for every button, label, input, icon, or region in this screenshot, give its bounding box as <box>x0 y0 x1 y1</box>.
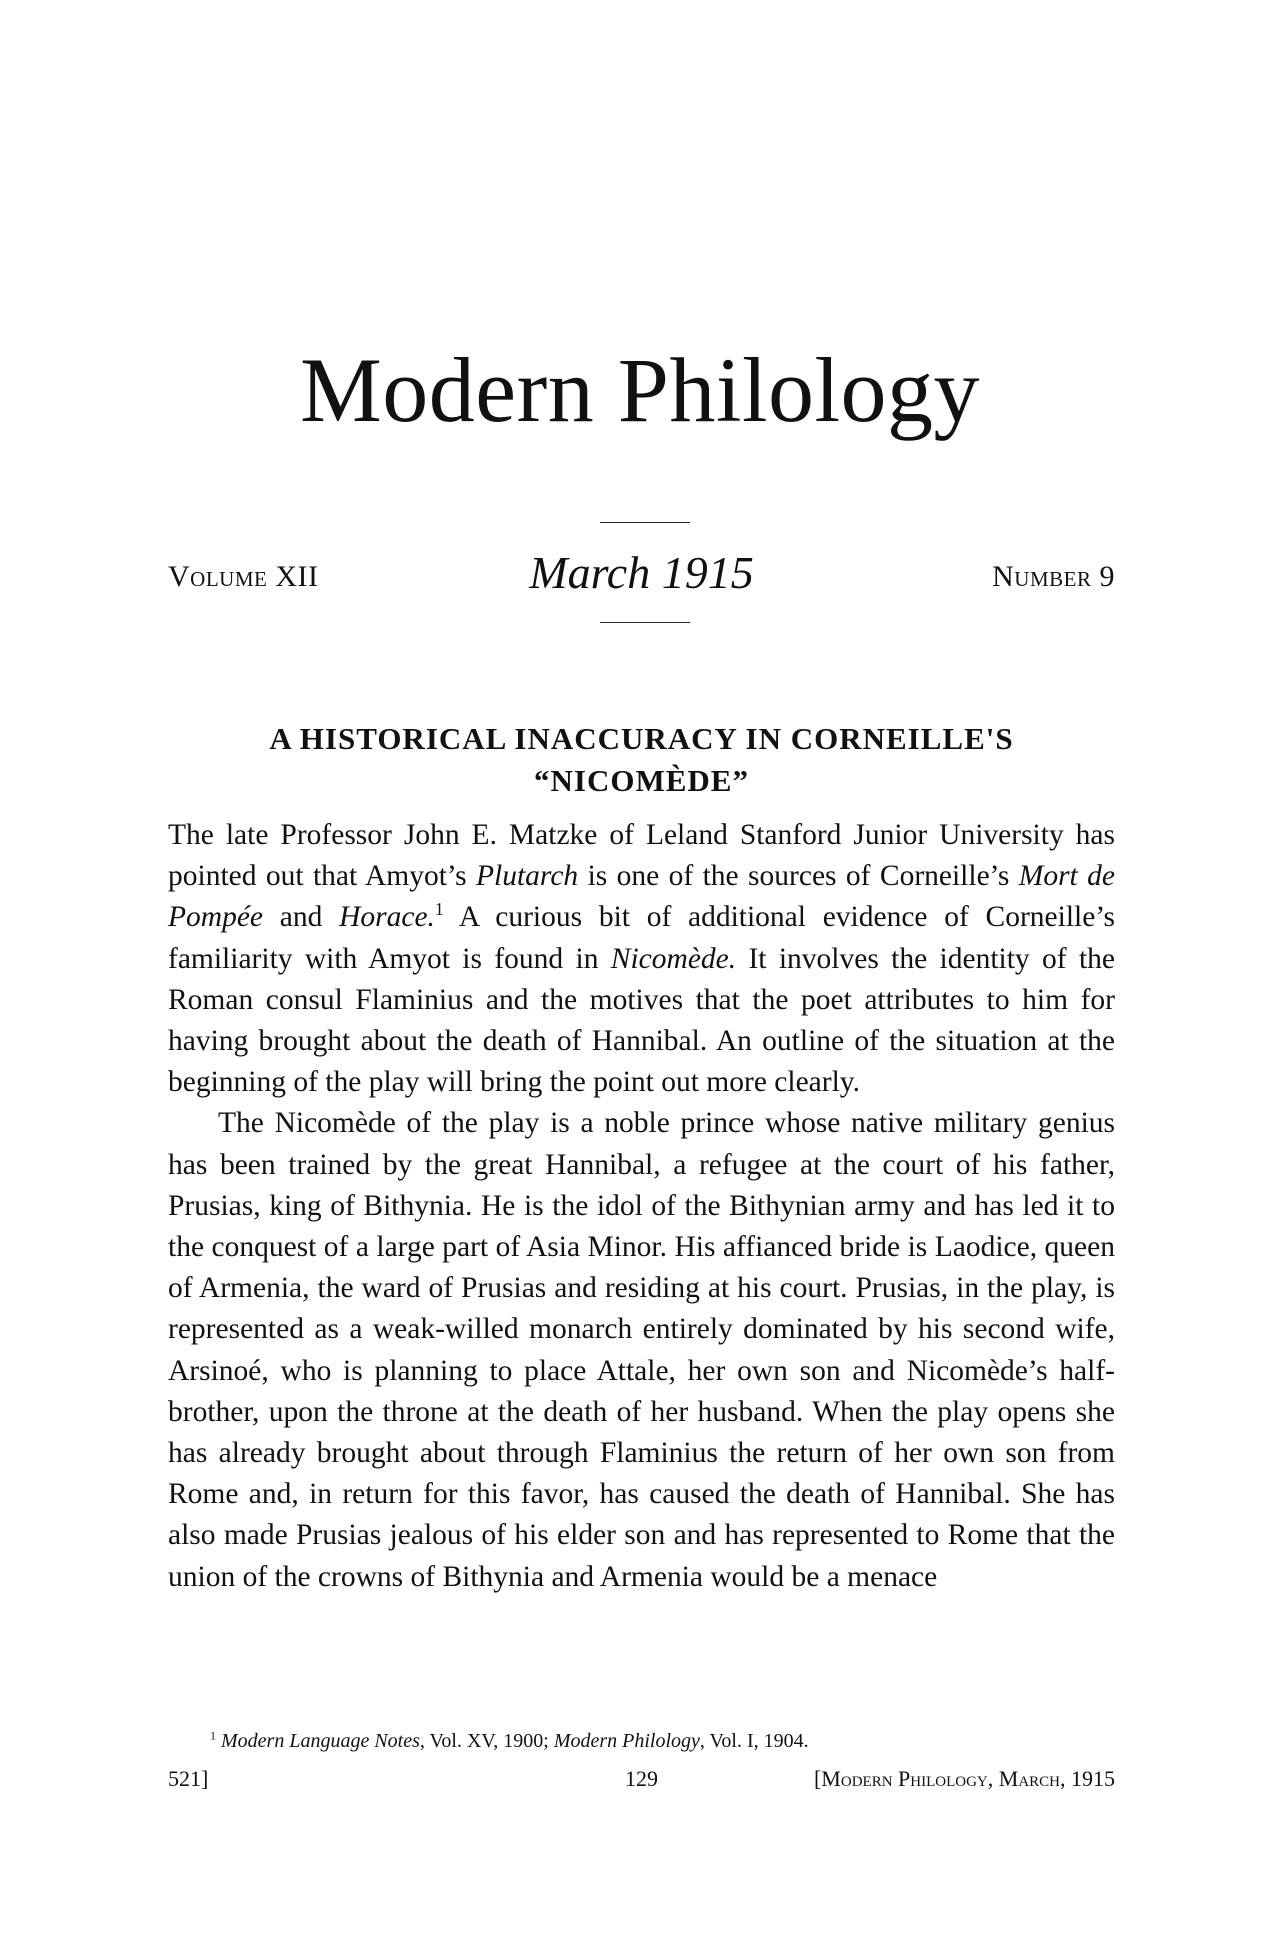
paragraph-1 <box>168 815 1115 1103</box>
italic-text: Plutarch <box>476 860 579 893</box>
text-run: It involves the identity of the Roman consul Flaminius and the motives that the poet attributes to him for having brought about the death of Hannibal. An outline of the situation at the beginning of the play will bring the point out more clearly. <box>168 942 1115 1099</box>
issue-info-row <box>168 546 1115 606</box>
text-run: and <box>263 901 340 934</box>
bottom-rule <box>600 622 690 623</box>
text-run: , Vol. I, 1904. <box>699 1730 809 1752</box>
italic-text: Modern Language Notes <box>221 1730 420 1752</box>
issue-date: March 1915 <box>529 547 754 598</box>
article-title-line-1: A HISTORICAL INACCURACY IN CORNEILLE'S <box>269 721 1014 756</box>
text-run: is one of the sources of Corneille’s <box>578 860 1019 893</box>
volume-label: Volume XII <box>168 560 319 593</box>
top-rule <box>600 522 690 523</box>
text-run: , Vol. XV, 1900; <box>419 1730 554 1752</box>
footnote-marker: 1 <box>210 1728 216 1743</box>
footer-citation: [Modern Philology, March, 1915 <box>813 1766 1115 1791</box>
text-run: The Nicomède of the play is a noble prince whose native military genius has been trained by the great Hannibal, a refugee at the court of his father, Prusias, king of Bithynia. He is the idol of the Bithynian army and has led it to the conquest of a large part of Asia Minor. His affianced bride is Laodice, queen of Armenia, the ward of Prusias and residing at his court. Prusias, in the play, is represented as a weak-willed monarch entirely dominated by his second wife, Arsinoé, who is planning to place Attale, her own son and Nicomède’s half-brother, upon the throne at the death of her husband. When the play opens she has already brought about through Flaminius the return of her own son from Rome and, in return for this favor, has caused the death of Hannibal. She has also made Prusias jealous of his elder son and has represented to Rome that the union of the crowns of Bithynia and Armenia would be a menace <box>168 1107 1115 1593</box>
footnote-text <box>221 1730 809 1752</box>
article-title <box>168 718 1115 802</box>
text-run: The late Professor John E. Matzke of Leland Stanford Junior University has pointed out that Amyot’s <box>168 819 1115 893</box>
italic-text: Nicomède. <box>610 942 737 975</box>
issue-number: Number 9 <box>992 560 1115 593</box>
italic-text: Modern Philology <box>553 1730 700 1752</box>
page-number: 129 <box>625 1766 658 1791</box>
paragraph-2 <box>168 1103 1115 1597</box>
italic-text: Mort de Pompée <box>168 860 1115 934</box>
article-title-line-2: “NICOMÈDE” <box>534 763 749 798</box>
footnote <box>168 1728 1115 1754</box>
text-run: A curious bit of additional evidence of Corneille’s familiarity with Amyot is found in <box>168 901 1115 975</box>
article-body <box>168 815 1115 1598</box>
footnote-ref: 1 <box>434 899 444 920</box>
journal-title: Modern Philology <box>299 339 981 441</box>
page-footer <box>168 1764 1115 1794</box>
footer-original-page: 521] <box>168 1766 209 1791</box>
italic-text: Horace. <box>339 901 435 934</box>
